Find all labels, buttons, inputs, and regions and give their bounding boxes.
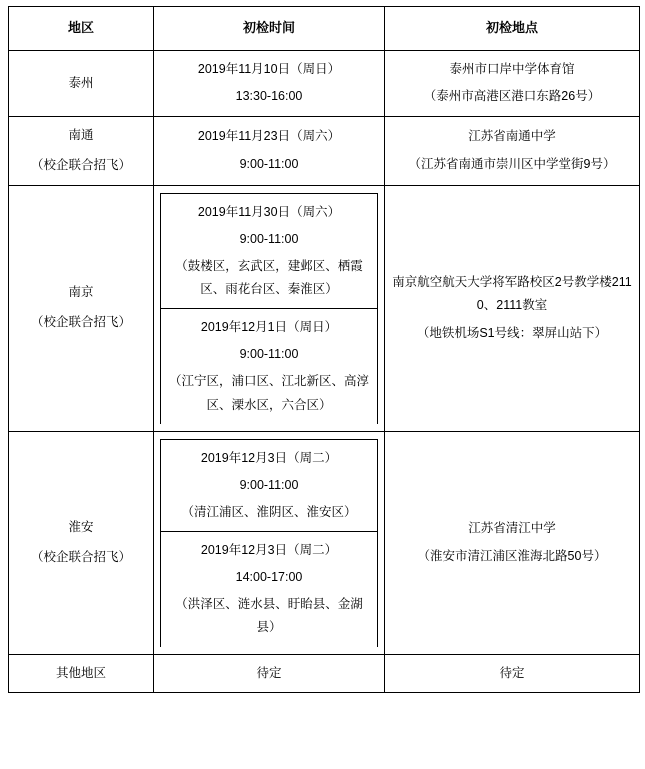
table-row [9,185,640,431]
region-note: （校企联合招飞） [30,157,131,172]
time-line: 2019年12月3日（周二） [200,543,338,558]
place-cell [385,654,640,693]
table-header-row [9,7,640,51]
time-line: 13:30-16:00 [235,89,303,104]
place-line: 泰州市口岸中学体育馆 [449,61,575,76]
table-row [9,654,640,693]
region-name: 淮安 [68,519,94,534]
region-name: 其他地区 [55,665,106,680]
time-districts: （江宁区，浦口区、江北新区、高淳区、溧水区，六合区） [168,374,369,412]
region-cell [9,50,154,117]
region-name: 南通 [68,128,94,143]
document-page [0,6,645,769]
time-line: 9:00-11:00 [239,231,299,246]
column-header-region: 地区 [9,7,154,51]
place-line: 待定 [499,665,525,680]
place-line: 江苏省清江中学 [468,520,556,535]
time-block [161,193,378,309]
time-line: 9:00-11:00 [239,477,299,492]
time-line: 2019年12月1日（周日） [200,320,338,335]
region-cell [9,185,154,431]
time-block [161,532,378,647]
schedule-table [8,6,640,693]
time-cell [154,654,385,693]
column-header-place: 初检地点 [385,7,640,51]
table-row [9,50,640,117]
place-line: 南京航空航天大学将军路校区2号教学楼2110、2111教室 [392,274,632,313]
time-subtable [160,439,378,647]
time-districts: （清江浦区、淮阴区、淮安区） [181,504,357,519]
place-line: 江苏省南通中学 [468,129,556,144]
place-cell [385,431,640,654]
place-cell [385,117,640,186]
time-block [161,309,378,424]
region-cell [9,431,154,654]
time-block [161,439,378,531]
time-line: 9:00-11:00 [239,347,299,362]
region-cell [9,654,154,693]
time-line: 2019年12月3日（周二） [200,450,338,465]
time-districts: （洪泽区、涟水县、盱眙县、金湖县） [175,597,363,635]
time-line: 待定 [256,665,282,680]
region-note: （校企联合招飞） [30,549,131,564]
region-cell [9,117,154,186]
time-cell [154,117,385,186]
time-cell [154,185,385,431]
time-cell [154,431,385,654]
time-line: 2019年11月23日（周六） [197,129,341,144]
place-line: （江苏省南通市崇川区中学堂街9号） [408,156,616,171]
table-row [9,117,640,186]
region-note: （校企联合招飞） [30,315,131,330]
place-line: （淮安市清江浦区淮海北路50号） [417,548,607,563]
place-cell [385,185,640,431]
table-row [9,431,640,654]
time-districts: （鼓楼区，玄武区，建邺区、栖霞区、雨花台区、秦淮区） [175,258,363,297]
time-line: 2019年11月30日（周六） [197,204,341,219]
time-line: 9:00-11:00 [239,156,299,171]
place-cell [385,50,640,117]
region-name: 泰州 [68,75,94,90]
time-line: 14:00-17:00 [235,570,303,585]
place-line: （地铁机场S1号线：翠屏山站下） [416,326,608,341]
region-name: 南京 [68,285,94,300]
place-line: （泰州市高港区港口东路26号） [423,89,601,104]
time-line: 2019年11月10日（周日） [197,61,341,76]
column-header-time: 初检时间 [154,7,385,51]
time-cell [154,50,385,117]
time-subtable [160,193,378,424]
